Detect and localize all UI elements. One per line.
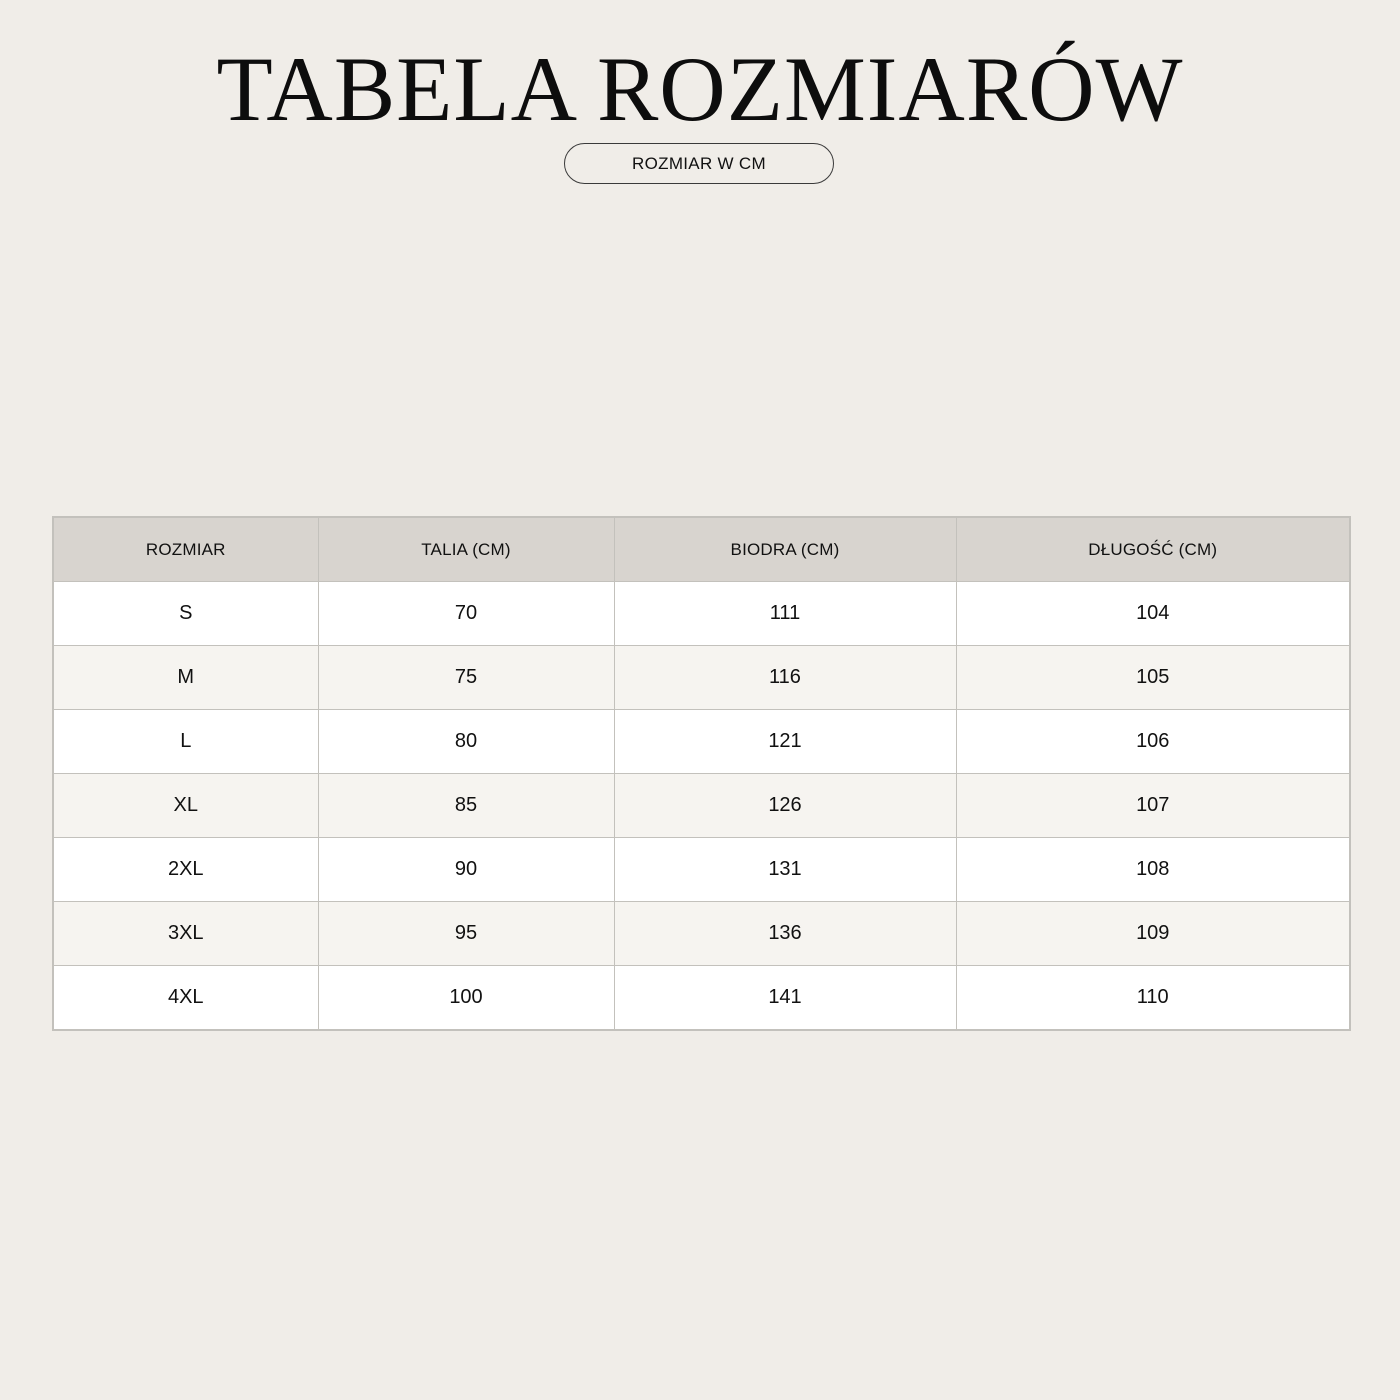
length-cell: 110 xyxy=(956,966,1350,1031)
page-title: TABELA ROZMIARÓW xyxy=(216,38,1184,140)
waist-cell: 95 xyxy=(318,902,614,966)
hips-cell: 141 xyxy=(614,966,956,1031)
hips-cell: 126 xyxy=(614,774,956,838)
length-cell: 108 xyxy=(956,838,1350,902)
waist-cell: 85 xyxy=(318,774,614,838)
table-row xyxy=(53,710,1350,774)
length-cell: 109 xyxy=(956,902,1350,966)
table-header-row xyxy=(53,517,1350,582)
hips-cell: 116 xyxy=(614,646,956,710)
table-row xyxy=(53,902,1350,966)
hips-cell: 136 xyxy=(614,902,956,966)
waist-cell: 100 xyxy=(318,966,614,1031)
column-header-size: ROZMIAR xyxy=(53,517,318,582)
waist-cell: 70 xyxy=(318,582,614,646)
waist-cell: 80 xyxy=(318,710,614,774)
unit-badge: ROZMIAR W CM xyxy=(564,143,834,184)
size-cell: L xyxy=(53,710,318,774)
size-chart-table xyxy=(52,516,1351,1031)
hips-cell: 111 xyxy=(614,582,956,646)
hips-cell: 131 xyxy=(614,838,956,902)
column-header-waist: TALIA (CM) xyxy=(318,517,614,582)
table-row xyxy=(53,646,1350,710)
size-cell: S xyxy=(53,582,318,646)
size-cell: XL xyxy=(53,774,318,838)
table-row xyxy=(53,966,1350,1031)
table-row xyxy=(53,582,1350,646)
size-cell: 2XL xyxy=(53,838,318,902)
size-cell: M xyxy=(53,646,318,710)
waist-cell: 90 xyxy=(318,838,614,902)
length-cell: 106 xyxy=(956,710,1350,774)
waist-cell: 75 xyxy=(318,646,614,710)
size-cell: 4XL xyxy=(53,966,318,1031)
length-cell: 107 xyxy=(956,774,1350,838)
column-header-length: DŁUGOŚĆ (CM) xyxy=(956,517,1350,582)
length-cell: 105 xyxy=(956,646,1350,710)
table-row xyxy=(53,838,1350,902)
hips-cell: 121 xyxy=(614,710,956,774)
length-cell: 104 xyxy=(956,582,1350,646)
column-header-hips: BIODRA (CM) xyxy=(614,517,956,582)
table-row xyxy=(53,774,1350,838)
size-cell: 3XL xyxy=(53,902,318,966)
